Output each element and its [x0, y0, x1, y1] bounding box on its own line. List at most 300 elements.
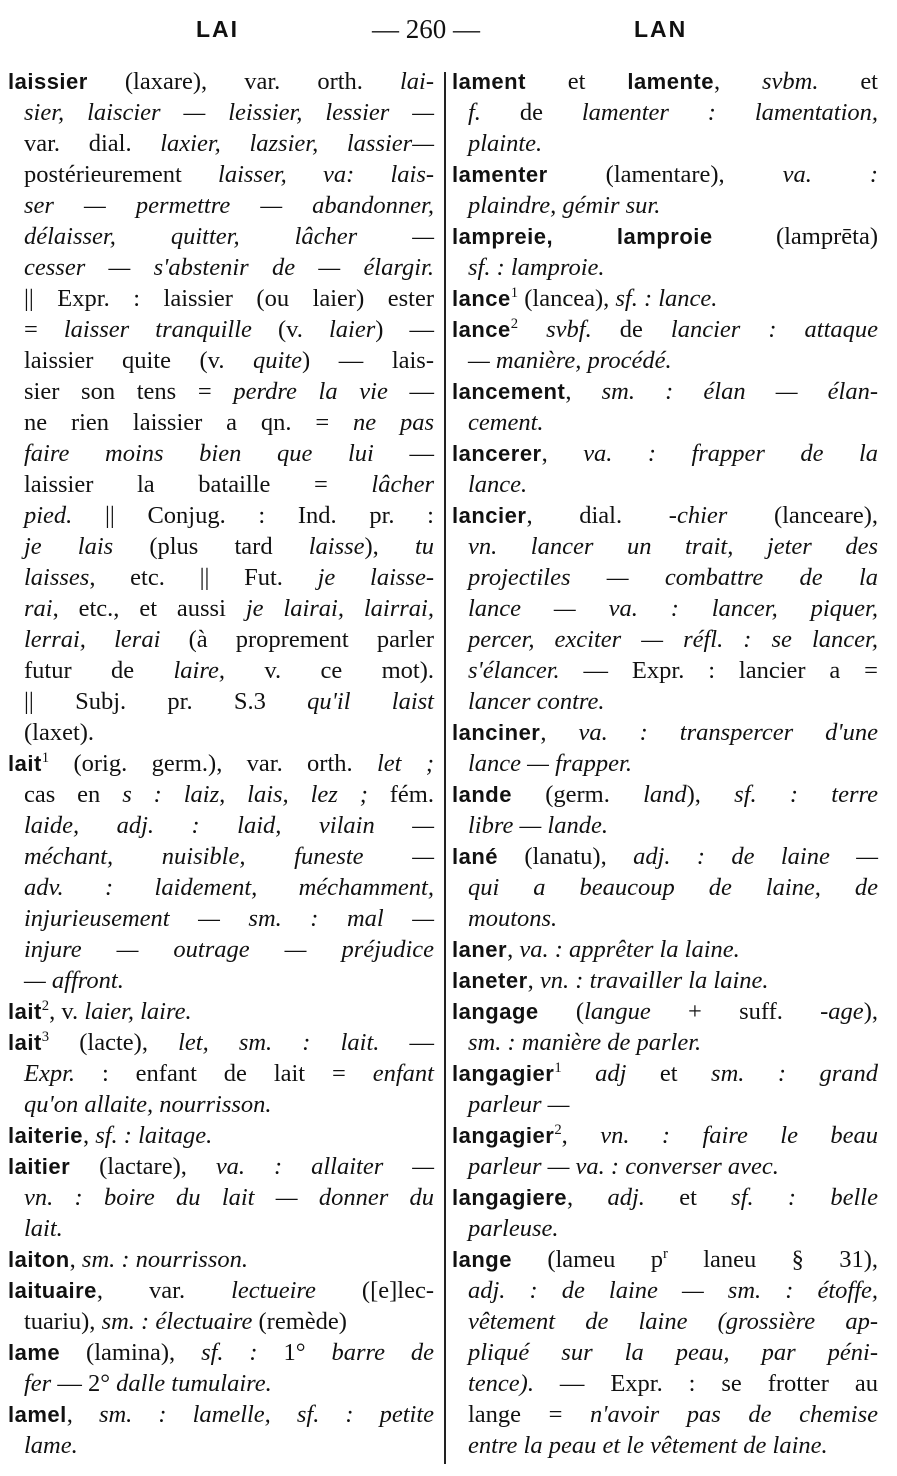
roman-text: —: [379, 1029, 434, 1056]
roman-text: ,: [540, 719, 579, 746]
italic-text: adj.: [607, 1184, 645, 1211]
text-line: [8, 624, 434, 655]
headword: langagiere: [452, 1185, 568, 1210]
roman-text: v. ce mot).: [224, 657, 435, 684]
italic-text: svbf.: [546, 316, 592, 343]
text-line: [452, 562, 878, 593]
text-line: [452, 593, 878, 624]
italic-text: sm. : grand: [711, 1060, 879, 1087]
text-line: [452, 531, 878, 562]
italic-text: adv. : laidement, méchamment,: [24, 874, 434, 901]
italic-text: libre — lande.: [468, 812, 608, 839]
text-line: [8, 1368, 434, 1399]
text-line: [452, 1430, 878, 1461]
italic-text: vn. : boire du lait — donner du: [24, 1184, 434, 1211]
text-line: [452, 438, 878, 469]
italic-text: lance — frapper.: [468, 750, 632, 777]
text-line: [8, 872, 434, 903]
italic-text: vn. : travailler la laine.: [539, 967, 769, 994]
text-line: [452, 717, 878, 748]
roman-text: (lamina),: [60, 1339, 202, 1366]
italic-text: land: [643, 781, 687, 808]
roman-text: postérieurement: [24, 161, 219, 188]
text-line: [8, 965, 434, 996]
italic-text: enfant: [372, 1060, 434, 1087]
italic-text: svbm.: [761, 68, 819, 95]
italic-text: laier: [328, 316, 376, 343]
roman-text: (orig. germ.), var. orth.: [49, 750, 377, 777]
headword: lancier: [452, 503, 527, 528]
text-line: [8, 1089, 434, 1120]
text-line: [452, 934, 878, 965]
roman-text: ,: [66, 1401, 99, 1428]
italic-text: qu'on allaite, nourrisson.: [24, 1091, 272, 1118]
roman-text: de: [480, 99, 582, 126]
headword: lanciner: [452, 720, 541, 745]
text-line: [452, 1275, 878, 1306]
running-head-left: LAI: [196, 16, 240, 42]
roman-text: ,: [69, 1246, 82, 1273]
headword: lame: [8, 1340, 61, 1365]
roman-text: ,: [713, 68, 762, 95]
italic-text: parleuse.: [468, 1215, 559, 1242]
italic-text: va. : apprêter la laine.: [519, 936, 740, 963]
text-line: [8, 469, 434, 500]
text-line: [8, 593, 434, 624]
italic-text: let, sm. : lait.: [178, 1029, 380, 1056]
italic-text: va. : allaiter —: [215, 1153, 434, 1180]
headword: lampreie, lamproie: [452, 224, 713, 249]
roman-text: (laxet).: [24, 719, 95, 746]
roman-text: laneu § 31),: [667, 1246, 878, 1273]
italic-text: faire moins bien que lui: [24, 440, 374, 467]
roman-text: et: [525, 68, 628, 95]
italic-text: projectiles — combattre de la: [468, 564, 878, 591]
roman-text: (v.: [251, 316, 329, 343]
text-line: [452, 376, 878, 407]
italic-text: sm. : électuaire: [101, 1308, 253, 1335]
italic-text: plaindre, gémir sur.: [468, 192, 661, 219]
text-line: [452, 221, 878, 252]
roman-text: laissier quite (v.: [24, 347, 254, 374]
text-line: [452, 97, 878, 128]
roman-text: 1°: [257, 1339, 332, 1366]
roman-text: , dial.: [526, 502, 669, 529]
roman-text: fém.: [367, 781, 434, 808]
headword: laissier: [8, 69, 88, 94]
italic-text: je laisse-: [317, 564, 434, 591]
italic-text: je lais: [24, 533, 114, 560]
text-line: [8, 1058, 434, 1089]
italic-text: cesser — s'abstenir de — élargir.: [24, 254, 434, 281]
roman-text: (lamentare),: [547, 161, 783, 188]
italic-text: laier, laire.: [84, 998, 192, 1025]
italic-text: ser — permettre — abandonner,: [24, 192, 434, 219]
italic-text: cement.: [468, 409, 544, 436]
italic-text: sf. : laitage.: [95, 1122, 213, 1149]
text-line: [452, 1058, 878, 1089]
text-line: [8, 717, 434, 748]
text-line: [8, 1151, 434, 1182]
roman-text: cas en: [24, 781, 123, 808]
italic-text: lait.: [24, 1215, 63, 1242]
italic-text: perdre la vie: [233, 378, 388, 405]
roman-text: sier son tens =: [24, 378, 234, 405]
text-line: [452, 345, 878, 376]
italic-text: parleur —: [468, 1091, 570, 1118]
roman-text: laissier la bataille =: [24, 471, 372, 498]
homograph-number: 2: [41, 997, 50, 1014]
roman-text: ne rien laissier a qn. =: [24, 409, 353, 436]
italic-text: percer, exciter — réfl. : se lancer,: [468, 626, 878, 653]
italic-text: sf. : lance.: [615, 285, 718, 312]
roman-text: ),: [364, 533, 415, 560]
italic-text: sm. : élan — élan-: [601, 378, 879, 405]
roman-text: ,: [507, 936, 520, 963]
italic-text: lame.: [24, 1432, 78, 1459]
headword: lané: [452, 844, 499, 869]
italic-text: adj: [595, 1060, 627, 1087]
roman-text: (lactare),: [70, 1153, 216, 1180]
text-line: [8, 345, 434, 376]
text-line: [8, 221, 434, 252]
text-line: [8, 66, 434, 97]
text-line: [8, 779, 434, 810]
headword: lait: [8, 751, 42, 776]
homograph-number: 1: [510, 284, 519, 301]
text-line: [452, 1089, 878, 1120]
text-line: [452, 1120, 878, 1151]
homograph-number: 2: [510, 315, 519, 332]
headword: lance: [452, 317, 511, 342]
italic-text: adj. : de laine — sm. : étoffe,: [468, 1277, 878, 1304]
italic-text: — manière, procédé.: [468, 347, 672, 374]
roman-text: ,: [82, 1122, 96, 1149]
text-line: [8, 1430, 434, 1461]
headword: lament: [452, 69, 526, 94]
text-line: [8, 841, 434, 872]
italic-text: -age: [820, 998, 864, 1025]
roman-text: et: [626, 1060, 712, 1087]
text-line: [8, 1027, 434, 1058]
roman-text: et: [644, 1184, 732, 1211]
italic-text: let ;: [377, 750, 434, 777]
roman-text: ,: [527, 967, 540, 994]
italic-text: lancier : attaque: [670, 316, 879, 343]
headword: lamel: [8, 1402, 67, 1427]
text-line: [8, 283, 434, 314]
roman-text: ) —: [375, 316, 434, 343]
text-line: [8, 1120, 434, 1151]
roman-text: (lameu p: [511, 1246, 663, 1273]
italic-text: n'avoir pas de chemise: [590, 1401, 878, 1428]
italic-text: laisser, va: lais-: [218, 161, 435, 188]
roman-text: ),: [863, 998, 878, 1025]
roman-text: ([e]lec-: [315, 1277, 434, 1304]
italic-text: f.: [468, 99, 481, 126]
roman-text: — Expr. : lancier a =: [559, 657, 878, 684]
left-column: [8, 66, 434, 1461]
roman-text: [562, 1060, 595, 1087]
text-line: [8, 314, 434, 345]
roman-text: (lanceare),: [727, 502, 878, 529]
italic-text: injure — outrage — préjudice: [24, 936, 434, 963]
text-line: [8, 1213, 434, 1244]
roman-text: et: [818, 68, 878, 95]
headword: laiterie: [8, 1123, 83, 1148]
text-line: [8, 438, 434, 469]
roman-text: , etc., et aussi: [52, 595, 246, 622]
italic-text: langue: [584, 998, 651, 1025]
italic-text: -chier: [668, 502, 728, 529]
headword: lait: [8, 1030, 42, 1055]
homograph-number: 1: [41, 749, 50, 766]
roman-text: ,: [561, 1122, 601, 1149]
roman-text: (lamprēta): [712, 223, 878, 250]
roman-text: (lancea),: [518, 285, 616, 312]
text-line: [8, 996, 434, 1027]
text-line: [452, 903, 878, 934]
italic-text: fer: [24, 1370, 52, 1397]
text-line: [452, 810, 878, 841]
italic-text: lamenter : lamentation,: [581, 99, 879, 126]
roman-text: (remède): [252, 1308, 347, 1335]
roman-text: (à proprement parler: [160, 626, 434, 653]
text-line: [452, 283, 878, 314]
headword: lamenter: [452, 162, 548, 187]
text-line: [452, 1399, 878, 1430]
roman-text: ),: [686, 781, 735, 808]
text-line: [452, 190, 878, 221]
roman-text: || Conjug. : Ind. pr. :: [72, 502, 434, 529]
homograph-number: r: [662, 1245, 668, 1262]
headword: laneter: [452, 968, 528, 993]
italic-text: sf. : belle: [731, 1184, 878, 1211]
text-line: [452, 469, 878, 500]
italic-text: qu'il laist: [307, 688, 434, 715]
italic-text: barre de: [331, 1339, 434, 1366]
text-line: [452, 1368, 878, 1399]
text-line: [452, 407, 878, 438]
text-line: [452, 1151, 878, 1182]
italic-text: sf. : terre: [734, 781, 878, 808]
headword: lait: [8, 999, 42, 1024]
text-line: [8, 190, 434, 221]
roman-text: ) — lais-: [302, 347, 435, 374]
italic-text: laide, adj. : laid, vilain —: [24, 812, 434, 839]
italic-text: adj. : de laine —: [633, 843, 878, 870]
headword: lancement: [452, 379, 566, 404]
text-line: [452, 1244, 878, 1275]
text-line: [8, 1244, 434, 1275]
roman-text: —: [387, 378, 434, 405]
italic-text: s'élancer.: [468, 657, 560, 684]
text-line: [452, 128, 878, 159]
text-line: [8, 562, 434, 593]
text-line: [452, 1182, 878, 1213]
italic-text: laxier, lazsier, lassier—: [160, 130, 435, 157]
italic-text: méchant, nuisible, funeste —: [24, 843, 434, 870]
italic-text: tence).: [468, 1370, 534, 1397]
italic-text: — affront.: [24, 967, 124, 994]
italic-text: plainte.: [468, 130, 543, 157]
roman-text: ,: [541, 440, 584, 467]
italic-text: lectueire: [231, 1277, 316, 1304]
right-column: [452, 66, 878, 1461]
text-line: [8, 252, 434, 283]
text-line: [8, 1306, 434, 1337]
running-head-right: LAN: [634, 16, 688, 42]
roman-text: (lanatu),: [498, 843, 634, 870]
roman-text: || Expr. : laissier (ou laier) ester: [24, 285, 434, 312]
headword: lamente: [627, 69, 714, 94]
italic-text: qui a beaucoup de laine, de: [468, 874, 878, 901]
roman-text: + suff.: [650, 998, 821, 1025]
text-line: [8, 903, 434, 934]
text-line: [452, 66, 878, 97]
roman-text: [518, 316, 546, 343]
italic-text: vn. lancer un trait, jeter des: [468, 533, 878, 560]
italic-text: vêtement de laine (grossière ap-: [468, 1308, 878, 1335]
text-line: [452, 1213, 878, 1244]
italic-text: laisse: [308, 533, 365, 560]
text-line: [8, 376, 434, 407]
italic-text: s : laiz, lais, lez ;: [122, 781, 368, 808]
italic-text: lâcher: [371, 471, 434, 498]
homograph-number: 1: [554, 1059, 562, 1076]
roman-text: ,: [565, 378, 602, 405]
roman-text: =: [24, 316, 64, 343]
roman-text: ,: [567, 1184, 608, 1211]
text-line: [8, 531, 434, 562]
text-line: [8, 128, 434, 159]
roman-text: (laxare), var. orth.: [87, 68, 400, 95]
roman-text: , etc. || Fut.: [89, 564, 318, 591]
roman-text: — Expr. : se frotter au: [533, 1370, 878, 1397]
italic-text: injurieusement — sm. : mal —: [24, 905, 434, 932]
headword: lande: [452, 782, 512, 807]
text-line: [8, 686, 434, 717]
italic-text: sm. : lamelle, sf. : petite: [98, 1401, 435, 1428]
italic-text: dalle tumulaire.: [116, 1370, 272, 1397]
italic-text: Expr.: [24, 1060, 76, 1087]
text-line: [452, 1027, 878, 1058]
roman-text: —: [373, 440, 434, 467]
text-line: [452, 841, 878, 872]
roman-text: || Subj. pr. S.3: [24, 688, 308, 715]
italic-text: sf. : lamproie.: [468, 254, 605, 281]
roman-text: : enfant de lait =: [75, 1060, 373, 1087]
italic-text: ne pas: [352, 409, 434, 436]
italic-text: moutons.: [468, 905, 558, 932]
italic-text: délaisser, quitter, lâcher —: [24, 223, 434, 250]
text-line: [8, 97, 434, 128]
italic-text: je lairai, lairrai,: [245, 595, 434, 622]
roman-text: futur de: [24, 657, 174, 684]
homograph-number: 3: [41, 1028, 50, 1045]
text-line: [452, 655, 878, 686]
text-line: [452, 314, 878, 345]
text-line: [8, 810, 434, 841]
roman-text: , var.: [96, 1277, 232, 1304]
text-line: [452, 965, 878, 996]
text-line: [452, 624, 878, 655]
text-line: [8, 407, 434, 438]
headword: langagier: [452, 1061, 555, 1086]
headword: laiton: [8, 1247, 70, 1272]
text-line: [452, 159, 878, 190]
italic-text: va. : transpercer d'une: [578, 719, 878, 746]
italic-text: laisses: [24, 564, 90, 591]
text-line: [452, 252, 878, 283]
headword: langagier: [452, 1123, 555, 1148]
italic-text: rai: [24, 595, 53, 622]
text-line: [452, 500, 878, 531]
italic-text: sf. :: [201, 1339, 258, 1366]
page-number: — 260 —: [372, 14, 480, 44]
roman-text: — 2°: [51, 1370, 117, 1397]
italic-text: va. :: [782, 161, 878, 188]
text-line: [8, 1337, 434, 1368]
italic-text: parleur — va. : converser avec.: [468, 1153, 779, 1180]
text-line: [452, 1306, 878, 1337]
text-line: [8, 159, 434, 190]
italic-text: vn. : faire le beau: [600, 1122, 879, 1149]
roman-text: (plus tard: [113, 533, 309, 560]
headword: laituaire: [8, 1278, 97, 1303]
text-line: [8, 500, 434, 531]
italic-text: lancer contre.: [468, 688, 605, 715]
text-line: [452, 779, 878, 810]
italic-text: quite: [253, 347, 303, 374]
italic-text: sier, laiscier — leissier, lessier —: [24, 99, 434, 126]
headword: lance: [452, 286, 511, 311]
italic-text: laire,: [173, 657, 225, 684]
text-line: [8, 748, 434, 779]
italic-text: sm. : nourrisson.: [81, 1246, 249, 1273]
headword: lange: [452, 1247, 512, 1272]
italic-text: lerrai, lerai: [24, 626, 161, 653]
italic-text: entre la peau et le vêtement de laine.: [468, 1432, 828, 1459]
roman-text: (: [538, 998, 585, 1025]
headword: lancerer: [452, 441, 542, 466]
italic-text: lance — va. : lancer, piquer,: [468, 595, 878, 622]
italic-text: pied.: [24, 502, 73, 529]
roman-text: de: [591, 316, 671, 343]
italic-text: sm. : manière de parler.: [468, 1029, 702, 1056]
text-line: [452, 1337, 878, 1368]
text-line: [8, 934, 434, 965]
text-line: [8, 1399, 434, 1430]
roman-text: lange =: [468, 1401, 591, 1428]
roman-text: (lacte),: [49, 1029, 179, 1056]
text-line: [452, 872, 878, 903]
italic-text: lai-: [399, 68, 434, 95]
text-line: [452, 686, 878, 717]
text-line: [8, 655, 434, 686]
text-line: [452, 996, 878, 1027]
headword: langage: [452, 999, 539, 1024]
text-line: [8, 1182, 434, 1213]
roman-text: var. dial.: [24, 130, 161, 157]
italic-text: laisser tranquille: [63, 316, 252, 343]
headword: laner: [452, 937, 508, 962]
roman-text: (germ.: [511, 781, 644, 808]
column-divider: [444, 72, 446, 1464]
roman-text: tuariu),: [24, 1308, 102, 1335]
homograph-number: 2: [554, 1121, 562, 1138]
italic-text: tu: [414, 533, 434, 560]
